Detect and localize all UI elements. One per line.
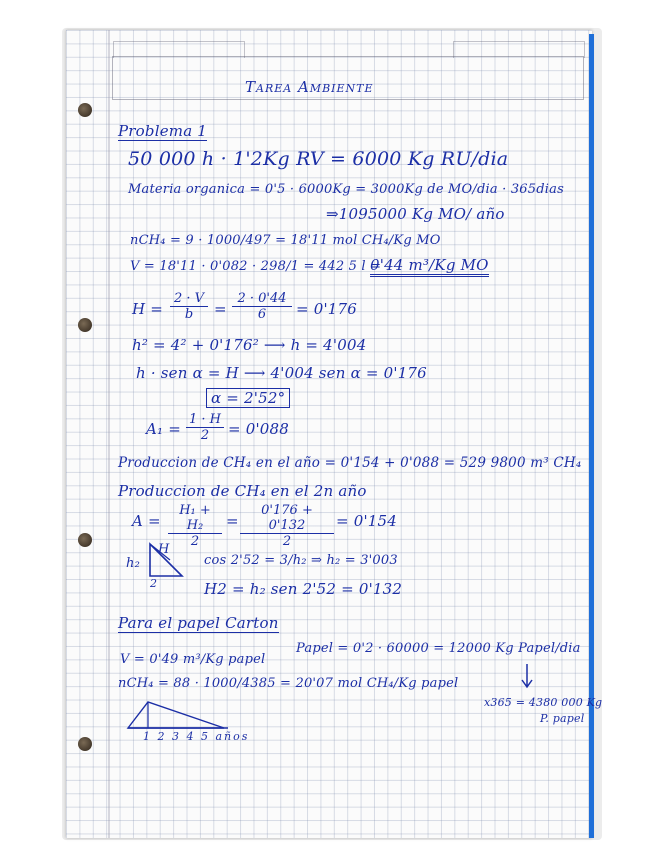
paper-papel-line: Papel = 0'2 · 60000 = 12000 Kg Papel/dia — [296, 641, 581, 656]
problem-line-4: nCH₄ = 9 · 1000/497 = 18'11 mol CH₄/Kg MO — [130, 233, 441, 248]
alpha-result: α = 2'52° — [206, 388, 290, 408]
a1-denominator: 2 — [200, 428, 210, 443]
a-lhs: A = — [132, 512, 161, 530]
a-eq: = — [226, 512, 239, 530]
binder-hole — [78, 737, 92, 751]
triangle-h2-label: h₂ — [126, 556, 140, 571]
header-title: Tarea Ambiente — [245, 78, 374, 96]
paper-heading: Para el papel Carton — [118, 614, 279, 632]
paper-x365-unit: P. papel — [540, 712, 585, 725]
a1-result: = 0'088 — [228, 420, 290, 438]
triangle-base-label: 2 — [150, 577, 158, 590]
a-numerator: H₁ + H₂ — [168, 503, 222, 534]
a1-numerator: 1 · H — [186, 412, 224, 428]
years-axis-labels: 1 2 3 4 5 años — [143, 730, 250, 743]
problem-line-5a: V = 18'11 · 0'082 · 298/1 = 442 5 l = — [130, 259, 382, 274]
h-numerator-2: 2 · 0'44 — [232, 291, 292, 307]
a-fraction-2 — [240, 503, 334, 549]
margin-line — [108, 30, 110, 838]
h-fraction — [170, 291, 208, 322]
binder-hole — [78, 103, 92, 117]
a-numerator-2: 0'176 + 0'132 — [240, 503, 334, 534]
h2-line: H2 = h₂ sen 2'52 = 0'132 — [204, 580, 403, 598]
h-lhs: H = — [132, 300, 164, 318]
h-result: = 0'176 — [296, 300, 358, 318]
a-denominator-2: 2 — [282, 534, 292, 549]
binder-hole — [78, 533, 92, 547]
paper-n-line: nCH₄ = 88 · 1000/4385 = 20'07 mol CH₄/Kg papel — [118, 676, 459, 691]
problem-line-12: Produccion de CH₄ en el 2n año — [118, 482, 367, 500]
problem-line-7: h² = 4² + 0'176² ⟶ h = 4'004 — [132, 336, 367, 354]
triangle-h-label: H — [158, 542, 170, 557]
cos-line: cos 2'52 = 3/h₂ ⇒ h₂ = 3'003 — [204, 553, 398, 568]
problem-heading: Problema 1 — [118, 122, 208, 140]
h-numerator: 2 · V — [170, 291, 208, 307]
notebook-edge — [589, 34, 594, 838]
down-arrow-icon — [521, 664, 533, 690]
h-denominator-2: 6 — [257, 307, 267, 322]
problem-line-11: Produccion de CH₄ en el año = 0'154 + 0'088 = 529 9800 m³ CH₄ — [118, 455, 582, 471]
paper-v-line: V = 0'49 m³/Kg papel — [120, 652, 266, 667]
paper-x365: x365 = 4380 000 Kg — [484, 696, 603, 709]
h-fraction-2 — [232, 291, 292, 322]
problem-line-2: Materia organica = 0'5 · 6000Kg = 3000Kg de MO/dia · 365dias — [128, 182, 564, 197]
binder-hole — [78, 318, 92, 332]
h-eq: = — [214, 300, 227, 318]
h-denominator: b — [184, 307, 194, 322]
a-result: = 0'154 — [336, 512, 398, 530]
problem-line-3: ⇒1095000 Kg MO/ año — [326, 205, 505, 223]
problem-line-5b: 0'44 m³/Kg MO — [370, 256, 489, 277]
a1-fraction — [186, 412, 224, 443]
a1-lhs: A₁ = — [146, 420, 181, 438]
problem-line-8: h · sen α = H ⟶ 4'004 sen α = 0'176 — [136, 364, 427, 382]
a-denominator: 2 — [190, 534, 200, 549]
problem-line-1: 50 000 h · 1'2Kg RV = 6000 Kg RU/dia — [128, 148, 509, 170]
